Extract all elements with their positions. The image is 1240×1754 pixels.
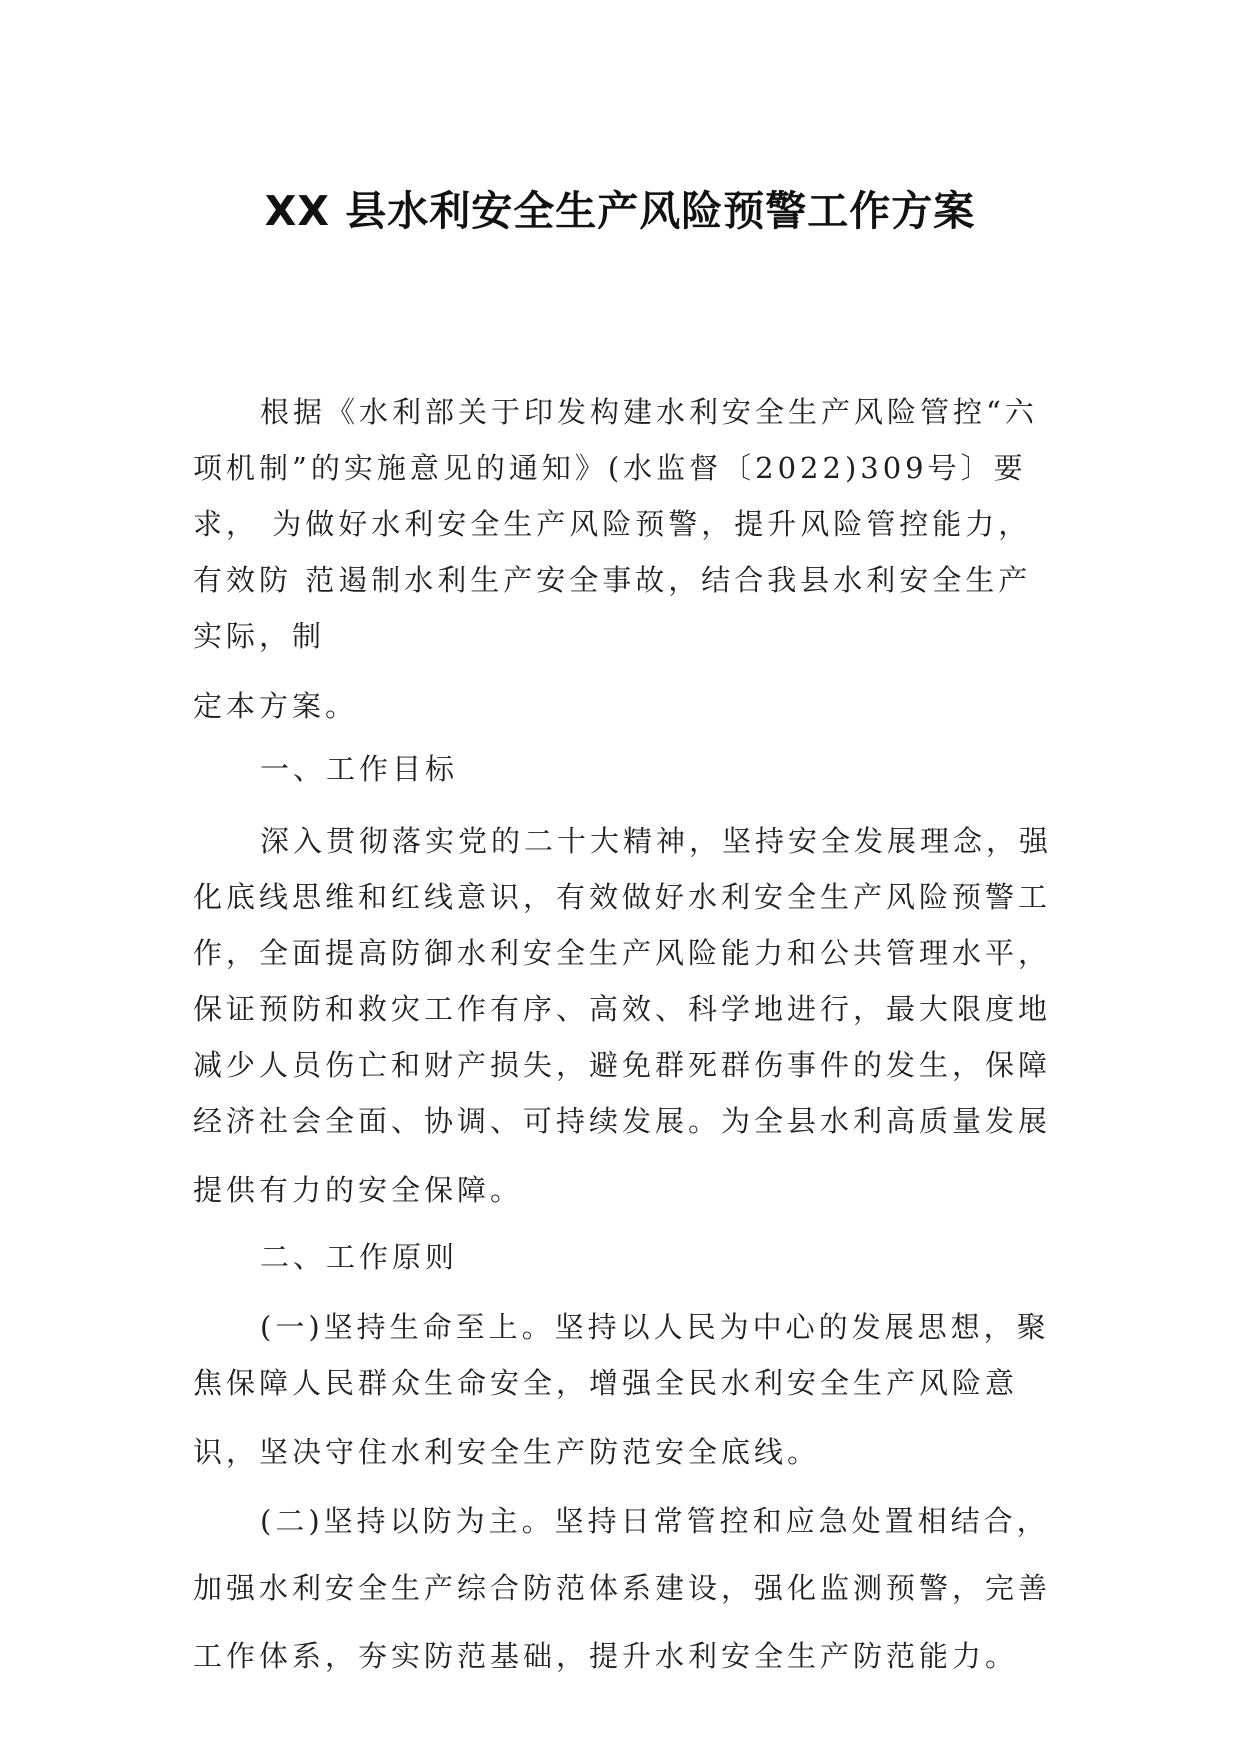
document-title: XX 县水利安全生产风险预警工作方案 — [264, 187, 976, 235]
paragraph-line: 深入贯彻落实党的二十大精神，坚持安全发展理念，强 — [260, 824, 1053, 858]
paragraph-line: 项机制”的实施意见的通知》(水监督〔2022)309号〕要 — [193, 451, 1027, 485]
paragraph-line: 识，坚决守住水利安全生产防范安全底线。 — [193, 1435, 821, 1469]
paragraph-line: 加强水利安全生产综合防范体系建设，强化监测预警，完善 — [193, 1571, 1052, 1605]
paragraph-line: 实际，制 — [193, 619, 326, 653]
paragraph-line: (一)坚持生命至上。坚持以人民为中心的发展思想，聚 — [260, 1310, 1050, 1344]
paragraph-line: 有效防 范遏制水利生产安全事故，结合我县水利安全生产 — [193, 563, 1032, 597]
paragraph-line: 工作体系，夯实防范基础，提升水利安全生产防范能力。 — [193, 1639, 1019, 1673]
paragraph-line: 定本方案。 — [193, 689, 359, 723]
paragraph-line: 提供有力的安全保障。 — [193, 1173, 524, 1207]
paragraph-line: 作，全面提高防御水利安全生产风险能力和公共管理水平， — [193, 936, 1052, 970]
paragraph-line: 求， 为做好水利安全生产风险预警，提升风险管控能力， — [193, 507, 1032, 541]
paragraph-line: 保证预防和救灾工作有序、高效、科学地进行，最大限度地 — [193, 992, 1052, 1026]
paragraph-line: 经济社会全面、协调、可持续发展。为全县水利高质量发展 — [193, 1104, 1052, 1138]
paragraph-line: 根据《水利部关于印发构建水利安全生产风险管控“六 — [260, 395, 1038, 429]
paragraph-line: (二)坚持以防为主。坚持日常管控和应急处置相结合， — [260, 1504, 1050, 1538]
paragraph-line: 焦保障人民群众生命安全，增强全民水利安全生产风险意 — [193, 1366, 1019, 1400]
section-heading: 一、工作目标 — [260, 752, 459, 786]
section-heading: 二、工作原则 — [260, 1240, 459, 1274]
paragraph-line: 减少人员伤亡和财产损失，避免群死群伤事件的发生，保障 — [193, 1048, 1052, 1082]
paragraph-line: 化底线思维和红线意识，有效做好水利安全生产风险预警工 — [193, 880, 1052, 914]
